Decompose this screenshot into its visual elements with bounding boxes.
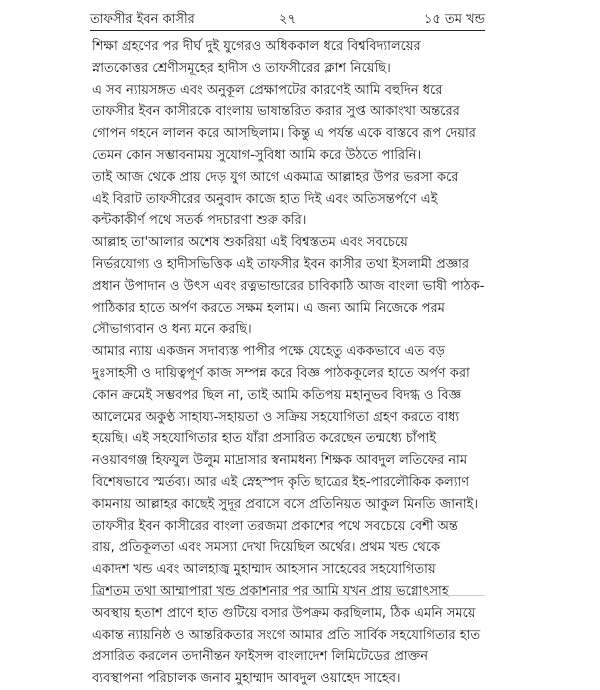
text-line: সৌভাগ্যবান ও ধন্য মনে করছি। bbox=[92, 322, 252, 338]
text-line: পাঠিকার হাতে অর্পণ করতে সক্ষম হলাম। এ জন্য আমি নিজেকে পরম bbox=[92, 300, 445, 316]
header-volume: ১৫ তম খন্ড bbox=[423, 12, 485, 27]
text-line: অবস্থায় হতাশ প্রাণে হাত গুটিয়ে বসার উপক্রম করছিলাম, ঠিক এমনি সময়ে bbox=[92, 605, 476, 621]
text-line: শিক্ষা গ্রহণের পর দীর্ঘ দুই যুগেরও অধিককাল ধরে বিশ্ববিদ্যালয়ের bbox=[92, 39, 421, 54]
text-line: ত্রিশতম তথা আম্মাপারা খন্ড প্রকাশনার পর আমি যখন প্রায় ভগ্নোৎসাহ bbox=[92, 583, 449, 599]
text-line: তাফসীর ইবন কাসীরের বাংলা তরজমা প্রকাশের পথে সবচেয়ে বেশী অন্ত bbox=[92, 518, 458, 534]
text-line: তাই আজ থেকে প্রায় দেড় যুগ আগে একমাত্র আল্লাহর উপর ভরসা করে bbox=[92, 169, 459, 185]
text-line: নওয়াবগঞ্জ হিফযুল উলুম মাদ্রাসার স্বনামধন্য শিক্ষক আবদুল লতিফের নাম bbox=[92, 453, 468, 469]
text-line: স্নাতকোত্তর শ্রেণীসমূহের হাদীস ও তাফসীরের ক্লাশ নিয়েছি। bbox=[92, 60, 391, 76]
text-line: গোপন গহনে লালন করে আসছিলাম। কিন্তু এ পর্যন্ত একে বাস্তবে রূপ দেয়ার bbox=[92, 126, 476, 142]
text-line: একাদশ খন্ড এবং আলহাজ্ব মুহাম্মাদ আহসান সাহেবের সহযোগিতায় bbox=[92, 562, 436, 578]
header-rule bbox=[90, 30, 485, 31]
page-edge bbox=[90, 595, 485, 596]
text-line: এ সব ন্যায়সঙ্গত এবং অনুকূল প্রেক্ষাপটের কারণেই আমি বহুদিন ধরে bbox=[92, 82, 443, 98]
text-line: প্রধান উপাদান ও উৎস এবং রত্নভান্ডারের চাবিকাঠি আজ বাংলা ভাষী পাঠক- bbox=[92, 278, 485, 294]
text-line: প্রসারিত করলেন তদানীন্তন ফাইসন্স বাংলাদেশ লিমিটেডের প্রাক্তন bbox=[92, 649, 429, 665]
header-page-number: ২৭ bbox=[279, 12, 296, 27]
text-line: বিশেষভাবে স্মর্তব্য। আর এই স্নেহস্পদ কৃতি ছাত্রের ইহ-পারলৌকিক কল্যাণ bbox=[92, 474, 470, 490]
header-book-title: তাফসীর ইবন কাসীর bbox=[90, 12, 195, 27]
text-line: আল্লাহ তা'আলার অশেষ শুকরিয়া এই বিশ্বস্ততম এবং সবচেয়ে bbox=[92, 235, 408, 251]
text-line: আমার ন্যায় একজন সদাব্যস্ত পাপীর পক্ষে যেহেতু এককভাবে এত বড় bbox=[92, 344, 445, 360]
text-line: রায়, প্রতিকূলতা এবং সমস্যা দেখা দিয়েছিল অর্থের। প্রথম খন্ড থেকে bbox=[92, 540, 441, 556]
text-line: তেমন কোন সম্ভাবনাময় সুযোগ-সুবিধা আমি করে উঠতে পারিনি। bbox=[92, 147, 422, 163]
text-line: এই বিরাট তাফসীরের অনুবাদ কাজে হাত দিই এবং অতিসন্তর্পণে এই bbox=[92, 191, 438, 207]
text-line: নির্ভরযোগ্য ও হাদীসভিত্তিক এই তাফসীর ইবন কাসীর তথা ইসলামী প্রজ্ঞার bbox=[92, 256, 470, 272]
text-line: আলেমের অকুণ্ঠ সাহায্য-সহায়তা ও সক্রিয় সহযোগিতা গ্রহণ করতে বাধ্য bbox=[92, 409, 460, 425]
text-line: দুঃসাহসী ও দায়িত্বপূর্ণ কাজ সম্পন্ন করে বিজ্ঞ পাঠককূলের হাতে অর্পণ করা bbox=[92, 365, 470, 381]
text-line: ব্যবস্থাপনা পরিচালক জনাব মুহাম্মাদ আবদুল ওয়াহেদ সাহেব। bbox=[92, 671, 401, 687]
running-header bbox=[90, 6, 485, 30]
text-line: কন্টকাকীর্ণ পথে সতর্ক পদচারণা শুরু করি। bbox=[92, 213, 307, 229]
text-line: কোন ক্রমেই সম্ভবপর ছিল না, তাই আমি কতিপয় মহানুভব বিদগ্ধ ও বিজ্ঞ bbox=[92, 387, 462, 403]
text-line: একান্ত ন্যায়নিষ্ঠ ও আন্তরিকতার সংগে আমার প্রতি সার্বিক সহযোগিতার হাত bbox=[92, 627, 481, 643]
page-body-text bbox=[92, 36, 485, 690]
text-line: তাফসীর ইবন কাসীরকে বাংলায় ভাষান্তরিত করার সুপ্ত আকাংখা অন্তরের bbox=[92, 104, 460, 120]
text-line: কামনায় আল্লাহর কাছেই সুদূর প্রবাসে বসে প্রতিনিয়ত আকুল মিনতি জানাই। bbox=[92, 496, 479, 512]
text-line: হয়েছি। এই সহযোগিতার হাত যাঁরা প্রসারিত করেছেন তন্মধ্যে চাঁপাই bbox=[92, 431, 437, 447]
